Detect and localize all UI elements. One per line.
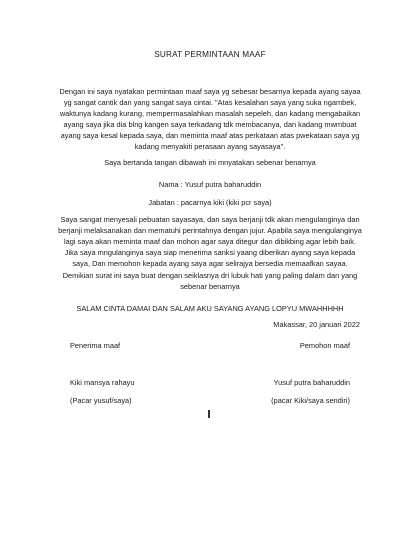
sender-name: Yusuf putra baharuddin [273,378,350,387]
recipient-name: Kiki mansya rahayu [70,378,135,387]
signer-intro: Saya bertanda tangan dibawah ini mnyatakan sebenar benarnya [104,158,316,167]
place-date: Makassar, 20 januari 2022 [273,320,360,329]
recipient-label: Penerima maaf [70,341,121,350]
salutation-line: SALAM CINTA DAMAI DAN SALAM AKU SAYANG AYANG LOPYU MWAHHHHH [76,304,344,313]
sender-note: (pacar Kiki/saya sendiri) [271,396,350,405]
promise-paragraph: Saya sangat menyesali pebuatan sayasaya, dan saya berjanji tdk akan mengulanginya dan berjanji melaksanakan dan mematuhi perintahnya dengan jujur. Apabila saya mengulanginya lagi saya akan meminta maaf dan mohon agar saya ditegur dan dibikbing agar lebih baik. Jika saya mngulanginya saya siap menerima sanksi yaang diberikan ayang saya kepada saya, Dan memohon kepada ayang saya agar selirajya bersedia memaafkan sayaa. [58,215,362,269]
recipient-note: (Pacar yusuf/saya) [70,396,132,405]
closing-paragraph: Demikian surat ini saya buat dengan seiklasnya dri lubuk hati yang paling dalam dan yang sebenar benarnya [62,271,358,292]
sender-label: Pemohon maaf [299,341,350,350]
opening-paragraph: Dengan ini saya nyatakan permintaan maaf saya yg sebesar besarnya kepada ayang sayaa yg sangat cantik dan yang sangat saya cintai. "Atas kesalahan saya yang suka ngambek, waktunya kadang kurang, mempermasalahkan masalah sepeleh, dan kadang mengabaikan ayang saya jika dia blng kangen saya terkadang tdk membacanya, dan kadang mwmbuat ayang saya kesal kepada saya, dan meminta maaf atas perkataan atas pwekataan saya yg kadang menyakiti perasaan ayang sayasaya". [59,87,361,152]
position-line: Jabatan : pacarnya kiki (kiki pcr saya) [148,198,272,207]
letter-title: SURAT PERMINTAAN MAAF [154,50,266,59]
cursor-mark [208,410,210,418]
name-line: Nama : Yusuf putra baharuddin [158,180,262,189]
